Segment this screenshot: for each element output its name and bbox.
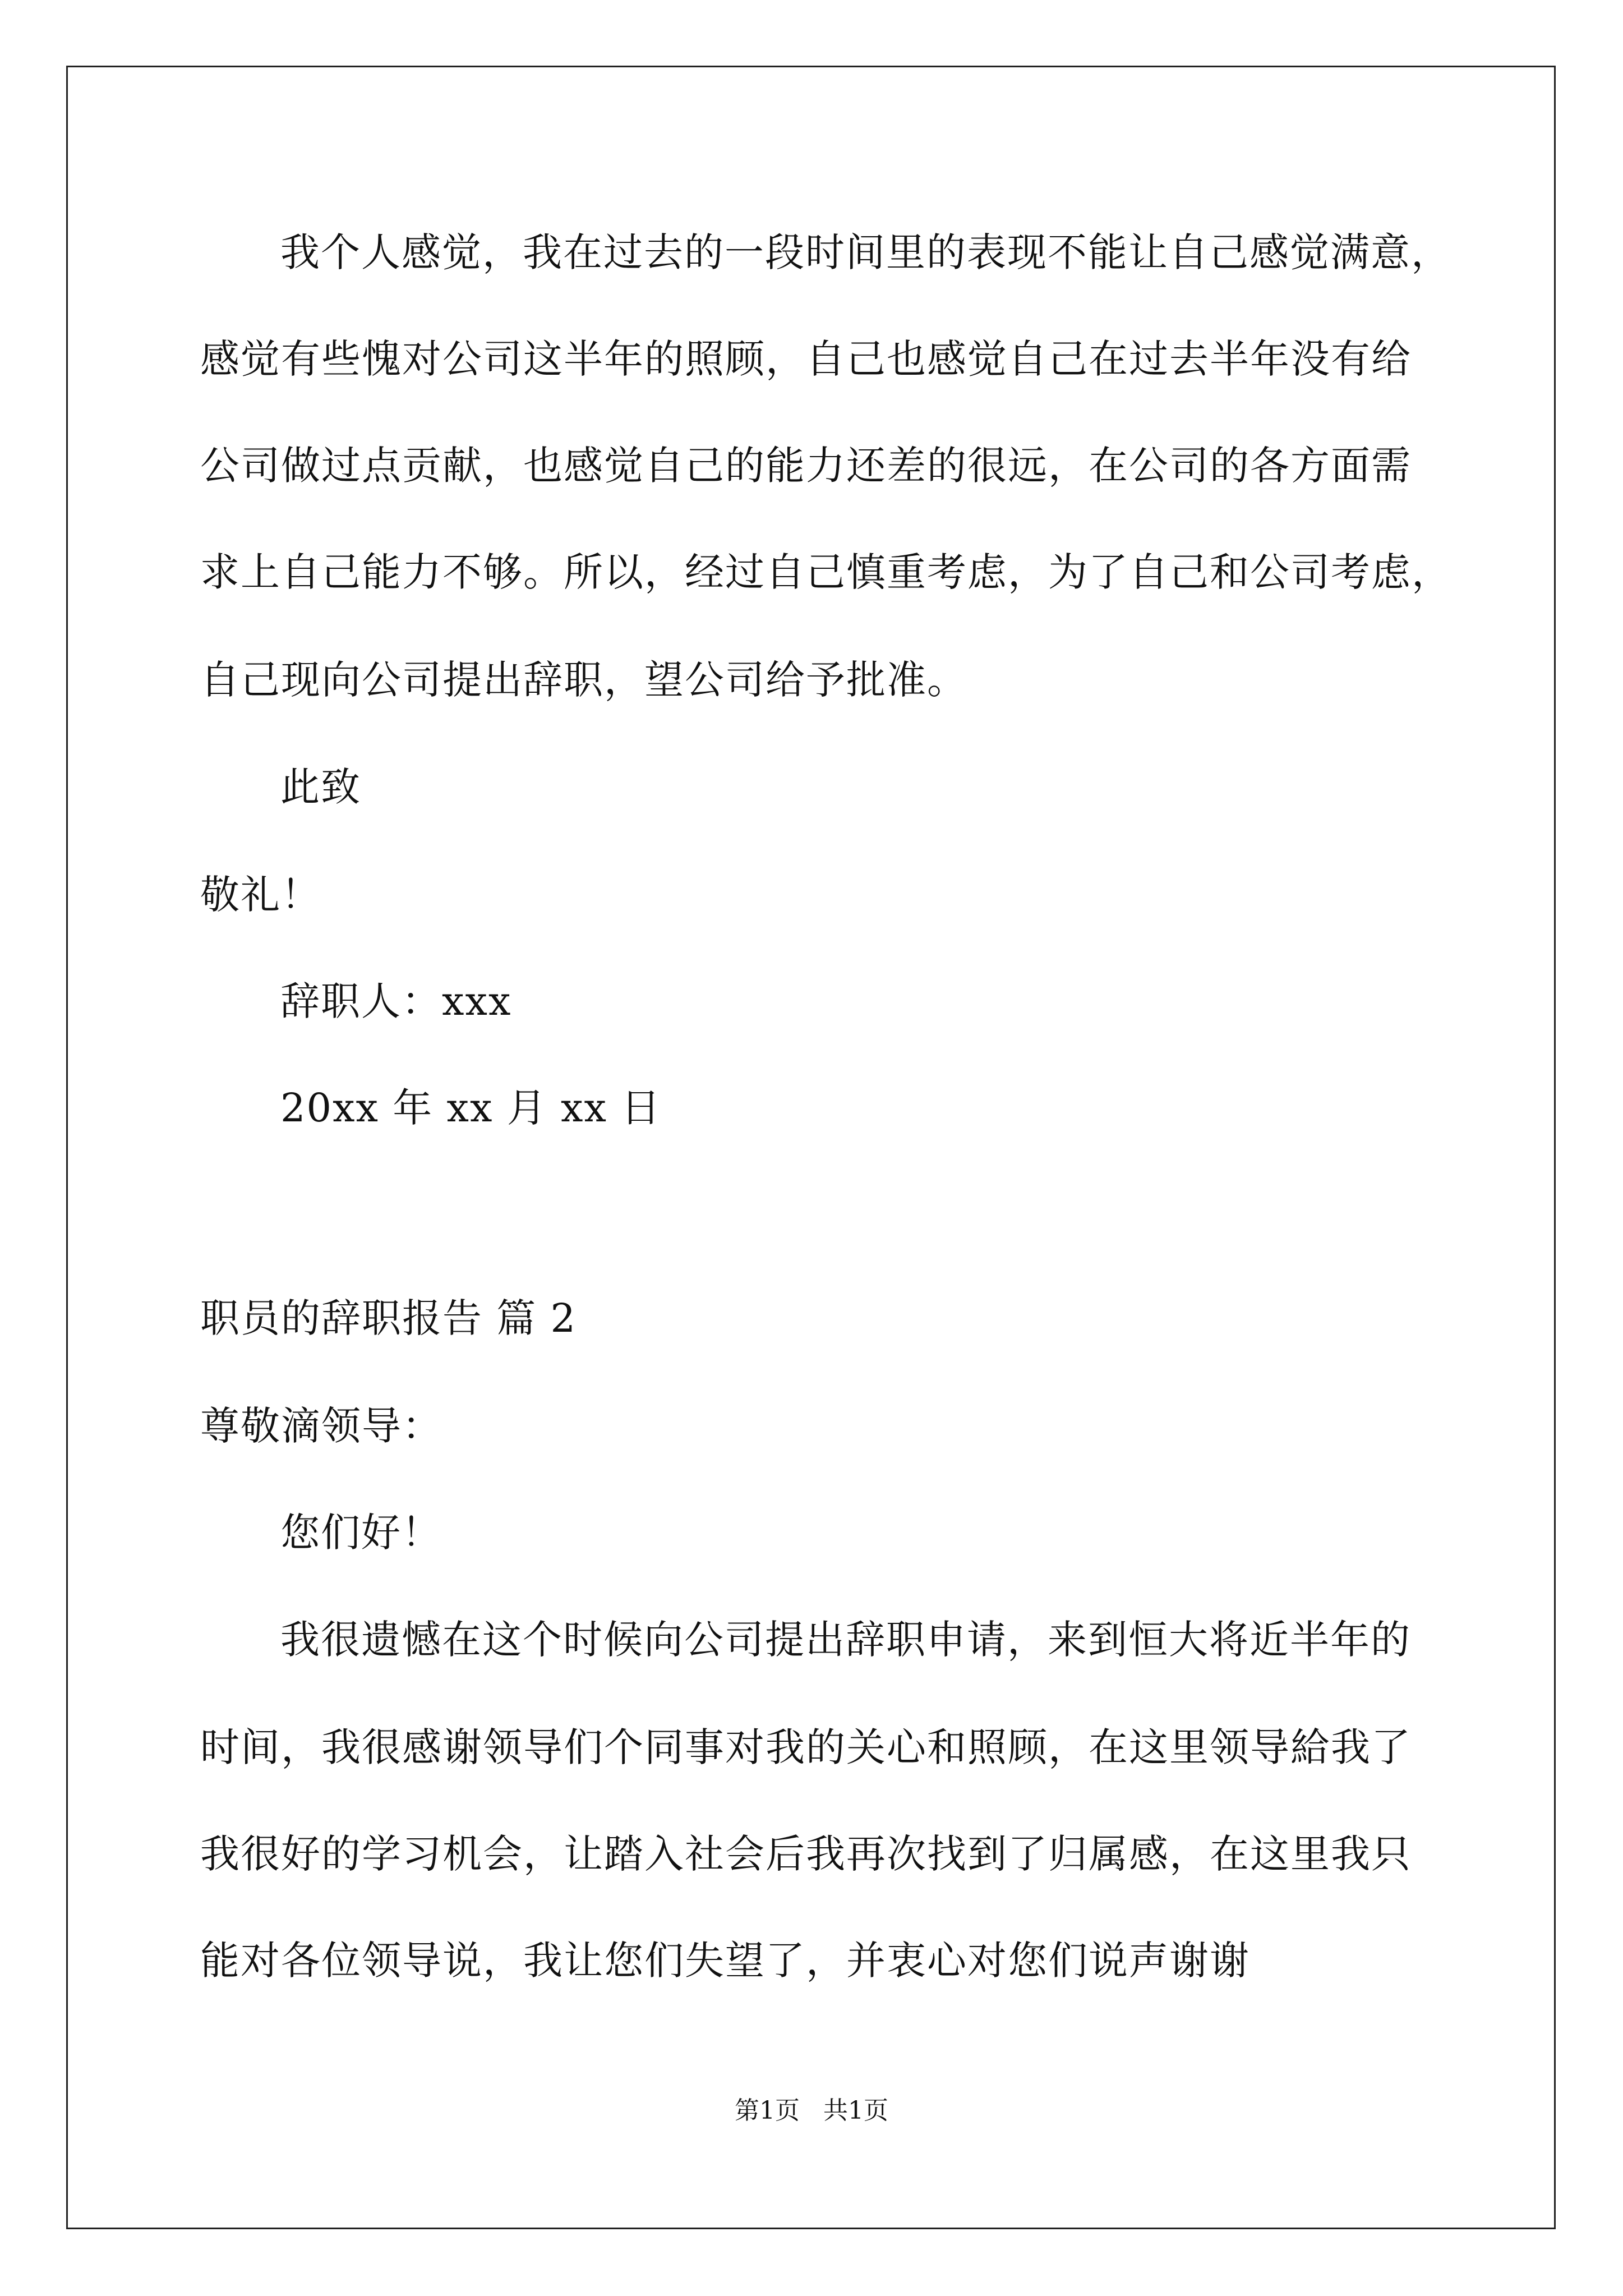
paragraph-2-line-1: 我很遗憾在这个时候向公司提出辞职申请，来到恒大将近半年的 xyxy=(280,1617,1411,1663)
paragraph-1-line-3: 公司做过点贡献，也感觉自己的能力还差的很远，在公司的各方面需 xyxy=(200,443,1412,489)
page-border xyxy=(66,66,1556,2229)
section-2-title: 职员的辞职报告 篇 2 xyxy=(200,1295,577,1341)
signer-name: 辞职人：xxx xyxy=(280,978,512,1024)
page-number-footer: 第1页 共1页 xyxy=(735,2096,888,2125)
paragraph-1-line-1: 我个人感觉，我在过去的一段时间里的表现不能让自己感觉满意， xyxy=(280,229,1451,275)
paragraph-1-line-2: 感觉有些愧对公司这半年的照顾，自己也感觉自己在过去半年没有给 xyxy=(200,336,1412,382)
hello-text: 您们好！ xyxy=(280,1510,442,1556)
paragraph-2-line-2: 时间，我很感谢领导们个同事对我的关心和照顾，在这里领导給我了 xyxy=(200,1724,1412,1770)
paragraph-2-line-4: 能对各位领导说，我让您们失望了，并衷心对您们说声谢谢 xyxy=(200,1938,1250,1984)
greeting-text: 尊敬滴领导： xyxy=(200,1403,442,1449)
paragraph-1-line-5: 自己现向公司提出辞职，望公司给予批准。 xyxy=(200,657,967,703)
salutation-text: 敬礼！ xyxy=(200,872,321,918)
signature-date: 20xx 年 xx 月 xx 日 xyxy=(280,1085,662,1131)
paragraph-2-line-3: 我很好的学习机会，让踏入社会后我再次找到了归属感，在这里我只 xyxy=(200,1831,1412,1877)
paragraph-1-line-4: 求上自己能力不够。所以，经过自己慎重考虑，为了自己和公司考虑， xyxy=(200,549,1452,595)
closing-text: 此致 xyxy=(280,764,361,810)
